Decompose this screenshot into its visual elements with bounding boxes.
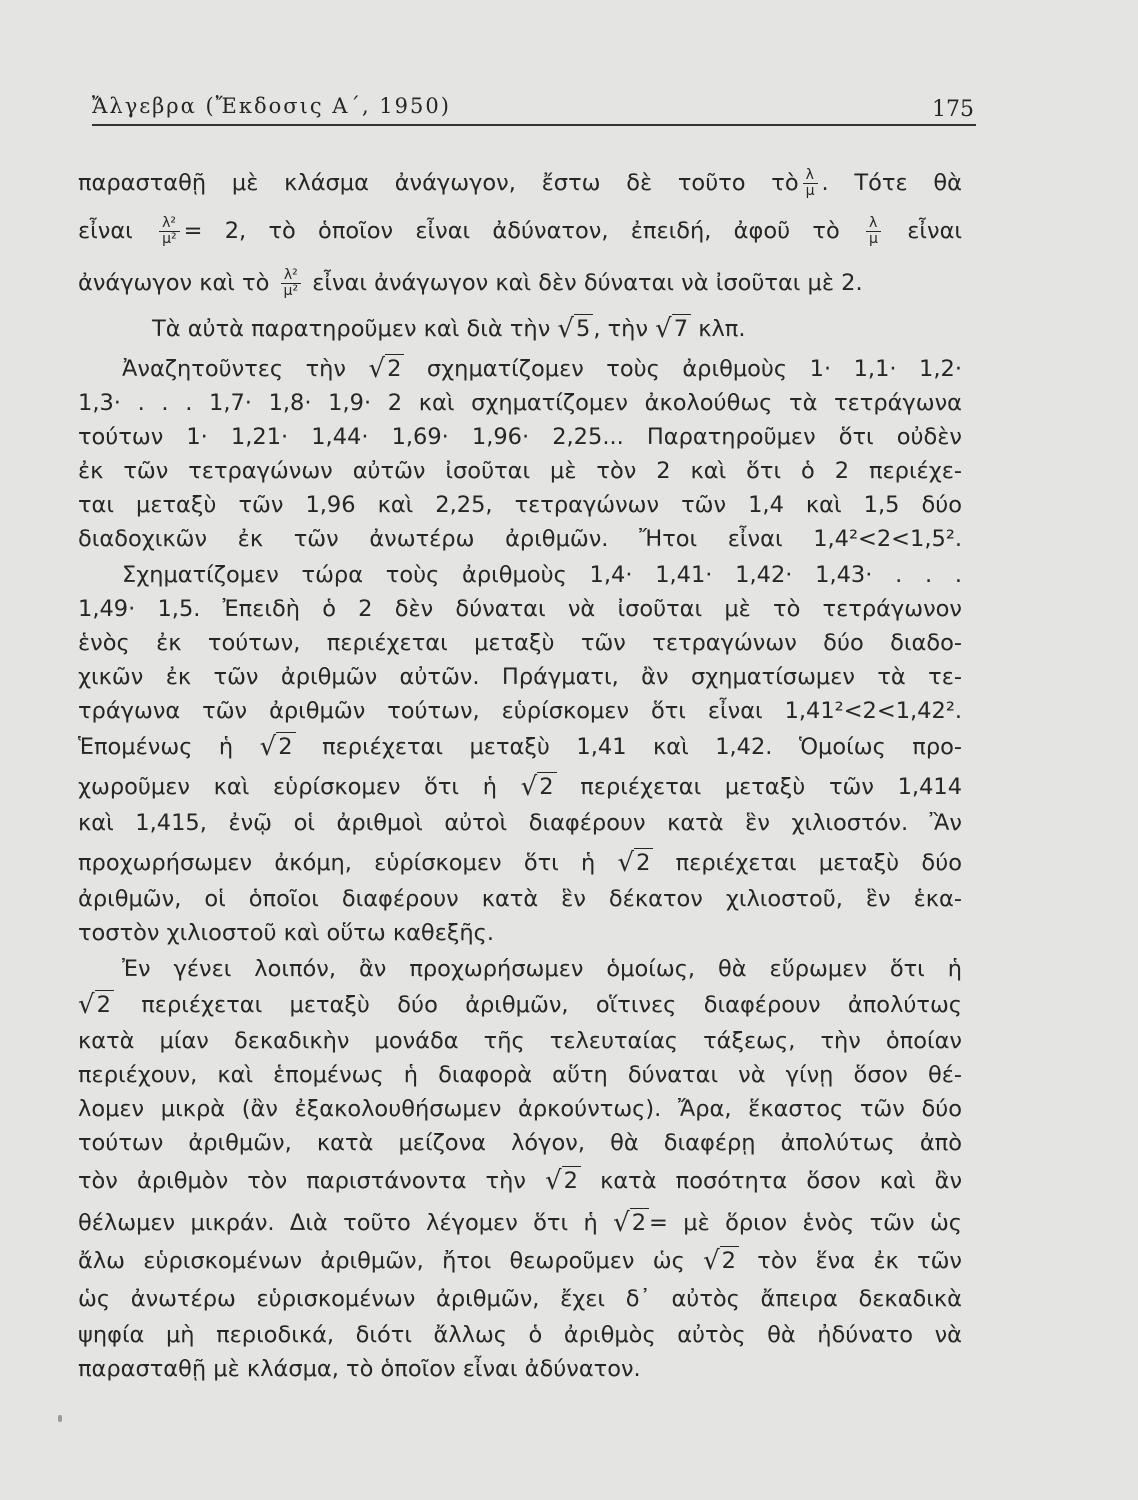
numerator: λ (803, 168, 818, 184)
text-line: λομεν μικρὰ (ἂν ἐξακολουθήσωμεν ἀρκούντως). Ἄρα, ἕκαστος τῶν δύο (78, 1096, 962, 1122)
sqrt-2: √2 (369, 352, 405, 386)
text-line: διαδοχικῶν ἐκ τῶν ἀνωτέρω ἀριθμῶν. Ἤτοι εἶναι 1,4²<2<1,5². (78, 526, 962, 552)
sqrt-2: √2 (545, 1164, 581, 1198)
denominator: μ² (283, 283, 299, 299)
text-segment: Ἑπομένως ἡ (78, 734, 234, 760)
text-segment: χωροῦμεν καὶ εὑρίσκομεν ὅτι ἡ (78, 774, 497, 800)
sqrt-2: √2 (613, 1206, 649, 1240)
fraction-lambda-mu (803, 168, 818, 199)
denominator: μ² (162, 231, 177, 247)
text-line (78, 1244, 962, 1278)
text-segment: περιέχεται μεταξὺ 1,41 καὶ 1,42. Ὁμοίως προ- (322, 734, 962, 760)
text-segment: = 2, τὸ ὁποῖον εἶναι ἀδύνατον, ἐπειδή, ἀφοῦ τὸ (183, 218, 840, 244)
text-line (152, 312, 746, 346)
text-line: 1,3· . . . 1,7· 1,8· 1,9· 2 καὶ σχηματίζομεν ἀκολούθως τὰ τετράγωνα (78, 390, 962, 416)
text-segment: εἶναι ἀνάγωγον καὶ δὲν δύναται νὰ ἰσοῦται μὲ 2. (312, 270, 863, 296)
numerator: λ² (159, 216, 180, 232)
text-segment: παρασταθῇ μὲ κλάσμα ἀνάγωγον, ἔστω δὲ τοῦτο τὸ (78, 170, 799, 196)
text-segment: ἀνάγωγον καὶ τὸ (78, 270, 270, 296)
text-line: χικῶν ἐκ τῶν ἀριθμῶν αὐτῶν. Πράγματι, ἂν σχηματίσωμεν τὰ τε- (78, 664, 962, 690)
text-segment: εἶναι (907, 218, 963, 244)
denominator: μ (869, 231, 878, 247)
book-title: Ἄλγεβρα (Ἔκδοσις Α΄, 1950) (92, 94, 451, 118)
sqrt-2: √2 (78, 988, 114, 1022)
text-line: τούτων 1· 1,21· 1,44· 1,69· 1,96· 2,25... Παρατηροῦμεν ὅτι οὐδὲν (78, 424, 962, 450)
text-segment: Ἀναζητοῦντες τὴν (122, 356, 346, 382)
text-line (78, 770, 962, 804)
text-line: ὡς ἀνωτέρω εὑρισκομένων ἀριθμῶν, ἔχει δ᾽ αὐτὸς ἄπειρα δεκαδικὰ (78, 1286, 962, 1312)
text-segment: τὸν ἀριθμὸν τὸν παριστάνοντα τὴν (78, 1168, 526, 1194)
page-number: 175 (932, 97, 974, 122)
sqrt-2: √2 (521, 770, 557, 804)
text-line (78, 266, 962, 300)
text-line (122, 352, 962, 386)
fraction-lambda2-mu2 (159, 216, 180, 247)
text-segment: , τὴν (593, 316, 649, 342)
text-line (78, 988, 962, 1022)
sqrt-2: √2 (617, 846, 653, 880)
numerator: λ (866, 216, 881, 232)
text-line: ἑνὸς ἐκ τούτων, περιέχεται μεταξὺ τῶν τετραγώνων δύο διαδο- (78, 630, 962, 656)
text-line: ψηφία μὴ περιοδικά, διότι ἄλλως ὁ ἀριθμὸς αὐτὸς θὰ ἠδύνατο νὰ (78, 1322, 962, 1348)
denominator: μ (805, 183, 815, 199)
text-line (78, 846, 962, 880)
text-line: παρασταθῇ μὲ κλάσμα, τὸ ὁποῖον εἶναι ἀδύνατον. (78, 1356, 641, 1382)
text-line: κατὰ μίαν δεκαδικὴν μονάδα τῆς τελευταίας τάξεως, τὴν ὁποίαν (78, 1028, 962, 1054)
text-line: ἀριθμῶν, οἱ ὁποῖοι διαφέρουν κατὰ ἓν δέκατον χιλιοστοῦ, ἓν ἑκα- (78, 886, 962, 912)
text-line: ται μεταξὺ τῶν 1,96 καὶ 2,25, τετραγώνων τῶν 1,4 καὶ 1,5 δύο (78, 492, 962, 518)
text-line (78, 214, 962, 248)
text-line: τοστὸν χιλιοστοῦ καὶ οὕτω καθεξῆς. (78, 920, 495, 946)
fraction-lambda-mu (866, 216, 881, 247)
text-line: 1,49· 1,5. Ἐπειδὴ ὁ 2 δὲν δύναται νὰ ἰσοῦται μὲ τὸ τετράγωνον (78, 596, 962, 622)
text-line: τράγωνα τῶν ἀριθμῶν τούτων, εὑρίσκομεν ὅτι εἶναι 1,41²<2<1,42². (78, 698, 962, 724)
fraction-lambda2-mu2 (281, 268, 302, 299)
text-line: τούτων ἀριθμῶν, κατὰ μείζονα λόγον, θὰ διαφέρῃ ἀπολύτως ἀπὸ (78, 1130, 962, 1156)
text-segment: εἶναι (78, 218, 133, 244)
text-segment: = μὲ ὅριον ἑνὸς τῶν ὡς (649, 1210, 962, 1236)
text-segment: κατὰ ποσότητα ὅσον καὶ ἂν (600, 1168, 963, 1194)
text-line: ἐκ τῶν τετραγώνων αὐτῶν ἰσοῦται μὲ τὸν 2 καὶ ὅτι ὁ 2 περιέχε- (78, 458, 962, 484)
sqrt-7: √7 (655, 312, 691, 346)
text-segment: περιέχεται μεταξὺ δύο (675, 850, 962, 876)
text-segment: θέλωμεν μικράν. Διὰ τοῦτο λέγομεν ὅτι ἡ (78, 1210, 598, 1236)
text-line: καὶ 1,415, ἐνῷ οἱ ἀριθμοὶ αὐτοὶ διαφέρουν κατὰ ἓν χιλιοστόν. Ἂν (78, 810, 962, 836)
text-segment: τὸν ἕνα ἐκ τῶν (757, 1248, 962, 1274)
text-line (78, 166, 962, 200)
text-segment: κλπ. (698, 316, 746, 342)
text-segment: ἄλω εὑρισκομένων ἀριθμῶν, ἤτοι θεωροῦμεν ὡς (78, 1248, 685, 1274)
numerator: λ² (281, 268, 302, 284)
text-segment: σχηματίζομεν τοὺς ἀριθμοὺς 1· 1,1· 1,2· (426, 356, 962, 382)
text-segment: περιέχεται μεταξὺ δύο ἀριθμῶν, οἵτινες διαφέρουν ἀπολύτως (141, 992, 962, 1018)
sqrt-2: √2 (260, 730, 296, 764)
text-line (78, 730, 962, 764)
text-line: Σχηματίζομεν τώρα τοὺς ἀριθμοὺς 1,4· 1,41· 1,42· 1,43· . . . (122, 562, 962, 588)
text-line (78, 1164, 962, 1198)
sqrt-5: √5 (557, 312, 593, 346)
text-segment: Τὰ αὐτὰ παρατηροῦμεν καὶ διὰ τὴν (152, 316, 551, 342)
text-line (78, 1206, 962, 1240)
text-segment: προχωρήσωμεν ἀκόμη, εὑρίσκομεν ὅτι ἡ (78, 850, 596, 876)
sqrt-2: √2 (703, 1244, 739, 1278)
running-header (92, 88, 976, 126)
text-segment: περιέχεται μεταξὺ τῶν 1,414 (580, 774, 963, 800)
text-line: περιέχουν, καὶ ἑπομένως ἡ διαφορὰ αὕτη δύναται νὰ γίνῃ ὅσον θέ- (78, 1062, 962, 1088)
text-segment: . Τότε θὰ (821, 170, 962, 196)
text-line: Ἐν γένει λοιπόν, ἂν προχωρήσωμεν ὁμοίως, θὰ εὕρωμεν ὅτι ἡ (122, 956, 962, 982)
ink-speck (58, 1415, 62, 1422)
